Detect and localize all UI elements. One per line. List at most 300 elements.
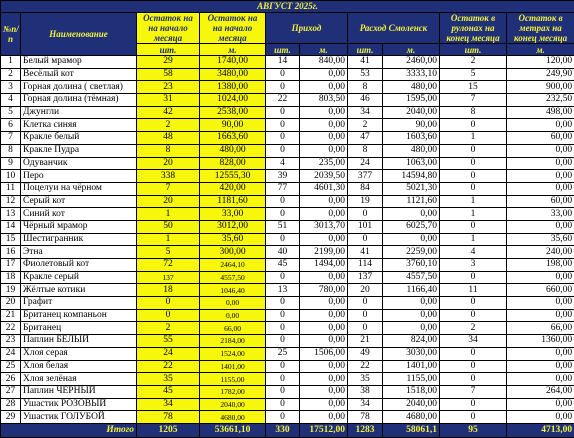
cell-name: Одуванчик [21,157,137,170]
cell-close-m: 0,00 [507,360,574,373]
cell-open-m: 33,00 [200,208,266,221]
cell-num: 17 [1,259,21,272]
cell-open-m: 3480,00 [200,68,266,81]
table-row [1,170,574,183]
cell-close-qty: 7 [440,385,507,398]
cell-inc-qty: 45 [266,259,300,272]
cell-inc-m: 1494,00 [300,259,348,272]
cell-num: 13 [1,208,21,221]
cell-close-qty: 3 [440,259,507,272]
cell-exp-qty: 38 [348,385,383,398]
header-close-qty: Остаток в рулонах на конец месяца [440,13,507,44]
cell-inc-m: 235,00 [300,157,348,170]
cell-exp-qty: 0 [348,233,383,246]
cell-exp-m: 2040,00 [383,106,440,119]
table-row [1,182,574,195]
cell-exp-qty: 49 [348,347,383,360]
cell-exp-m: 480,00 [383,81,440,94]
cell-close-qty: 0 [440,170,507,183]
cell-exp-m: 1401,00 [383,360,440,373]
table-row [1,56,574,69]
cell-exp-qty: 46 [348,94,383,107]
cell-num: 27 [1,385,21,398]
cell-inc-qty: 0 [266,119,300,132]
header-name: Наименование [21,13,137,56]
cell-name: Кракле Пудра [21,144,137,157]
cell-num: 8 [1,144,21,157]
cell-inc-m: 0,00 [300,385,348,398]
cell-open-qty: 50 [137,220,200,233]
table-row [1,259,574,272]
cell-close-qty: 2 [440,56,507,69]
cell-inc-qty: 25 [266,347,300,360]
cell-name: Кракле белый [21,132,137,145]
cell-close-m: 120,00 [507,56,574,69]
cell-open-qty: 20 [137,195,200,208]
unit-open-m: м. [200,44,266,56]
cell-inc-qty: 0 [266,233,300,246]
cell-open-qty: 45 [137,385,200,398]
table-row [1,398,574,411]
cell-close-qty: 7 [440,94,507,107]
cell-close-m: 0,00 [507,170,574,183]
unit-exp-qty: шт. [348,44,383,56]
cell-open-m: 1782,00 [200,385,266,398]
table-row [1,233,574,246]
cell-close-qty: 0 [440,373,507,386]
cell-close-qty: 2 [440,322,507,335]
cell-num: 2 [1,68,21,81]
cell-close-qty: 1 [440,132,507,145]
cell-inc-qty: 0 [266,322,300,335]
table-row [1,132,574,145]
cell-exp-qty: 0 [348,297,383,310]
cell-num: 15 [1,233,21,246]
cell-num: 18 [1,271,21,284]
cell-exp-qty: 20 [348,284,383,297]
cell-inc-qty: 13 [266,284,300,297]
cell-inc-m: 780,00 [300,284,348,297]
total-inc-qty: 330 [266,423,300,437]
cell-close-qty: 0 [440,119,507,132]
cell-name: Джунгли [21,106,137,119]
cell-open-m: 2538,00 [200,106,266,119]
cell-open-qty: 2 [137,322,200,335]
cell-inc-qty: 0 [266,360,300,373]
cell-exp-qty: 34 [348,106,383,119]
cell-close-qty: 34 [440,335,507,348]
cell-close-m: 0,00 [507,297,574,310]
header-expense: Расход Смоленск [348,13,440,44]
cell-inc-qty: 0 [266,385,300,398]
cell-close-qty: 4 [440,246,507,259]
sheet-title: АВГУСТ 2025г. [1,1,574,13]
cell-exp-qty: 41 [348,246,383,259]
cell-inc-m: 0,00 [300,309,348,322]
cell-close-qty: 1 [440,208,507,221]
cell-name: Перо [21,170,137,183]
cell-open-qty: 137 [137,271,200,284]
cell-exp-qty: 22 [348,360,383,373]
table-row [1,144,574,157]
cell-open-m: 90,00 [200,119,266,132]
cell-inc-m: 4601,30 [300,182,348,195]
cell-name: Этна [21,246,137,259]
cell-inc-m: 840,00 [300,56,348,69]
cell-open-qty: 2 [137,119,200,132]
table-body [1,56,574,424]
cell-open-m: 300,00 [200,246,266,259]
cell-name: Синий кот [21,208,137,221]
header-num: №п/п [1,13,21,56]
cell-inc-m: 1506,00 [300,347,348,360]
cell-inc-qty: 0 [266,398,300,411]
cell-num: 24 [1,347,21,360]
total-inc-m: 17512,00 [300,423,348,437]
cell-open-m: 66,00 [200,322,266,335]
cell-num: 21 [1,309,21,322]
cell-num: 5 [1,106,21,119]
cell-inc-m: 0,00 [300,81,348,94]
cell-close-qty: 15 [440,81,507,94]
cell-close-m: 33,00 [507,208,574,221]
cell-num: 11 [1,182,21,195]
table-row [1,246,574,259]
cell-close-qty: 0 [440,398,507,411]
cell-exp-m: 90,00 [383,119,440,132]
cell-open-m: 1740,00 [200,56,266,69]
cell-inc-m: 0,00 [300,208,348,221]
cell-exp-m: 5021,30 [383,182,440,195]
cell-open-qty: 20 [137,157,200,170]
cell-exp-m: 2040,00 [383,398,440,411]
cell-exp-m: 1603,60 [383,132,440,145]
cell-exp-m: 1155,00 [383,373,440,386]
cell-exp-qty: 114 [348,259,383,272]
cell-open-qty: 0 [137,309,200,322]
cell-open-qty: 338 [137,170,200,183]
cell-inc-m: 0,00 [300,195,348,208]
cell-exp-m: 480,00 [383,144,440,157]
cell-close-m: 0,00 [507,144,574,157]
cell-close-m: 0,00 [507,347,574,360]
cell-num: 1 [1,56,21,69]
table-row [1,284,574,297]
cell-exp-qty: 0 [348,208,383,221]
cell-open-m: 1181,60 [200,195,266,208]
cell-open-qty: 5 [137,246,200,259]
cell-inc-m: 0,00 [300,335,348,348]
cell-close-qty: 0 [440,271,507,284]
cell-open-m: 828,00 [200,157,266,170]
cell-exp-qty: 21 [348,335,383,348]
cell-inc-m: 0,00 [300,398,348,411]
cell-exp-qty: 24 [348,157,383,170]
cell-open-qty: 72 [137,259,200,272]
cell-name: Британец компаньон [21,309,137,322]
cell-open-m: 1663,60 [200,132,266,145]
cell-exp-m: 2460,00 [383,56,440,69]
cell-exp-m: 1121,60 [383,195,440,208]
cell-num: 22 [1,322,21,335]
cell-close-m: 0,00 [507,220,574,233]
cell-exp-m: 4557,50 [383,271,440,284]
cell-exp-qty: 34 [348,398,383,411]
cell-close-qty: 0 [440,144,507,157]
unit-close-qty: шт. [440,44,507,56]
cell-num: 14 [1,220,21,233]
cell-close-m: 0,00 [507,411,574,424]
cell-name: Жёлтые котики [21,284,137,297]
table-row [1,81,574,94]
cell-open-m: 1524,00 [200,347,266,360]
cell-open-qty: 0 [137,297,200,310]
cell-close-qty: 0 [440,157,507,170]
cell-open-qty: 34 [137,398,200,411]
cell-inc-qty: 0 [266,208,300,221]
total-row [1,423,574,437]
cell-inc-qty: 0 [266,68,300,81]
cell-exp-qty: 377 [348,170,383,183]
cell-close-qty: 8 [440,106,507,119]
cell-close-m: 660,00 [507,284,574,297]
cell-close-m: 240,00 [507,246,574,259]
table-row [1,220,574,233]
cell-open-qty: 55 [137,335,200,348]
cell-close-m: 0,00 [507,182,574,195]
cell-num: 29 [1,411,21,424]
cell-name: Белый мрамор [21,56,137,69]
cell-exp-m: 1518,00 [383,385,440,398]
cell-exp-qty: 0 [348,322,383,335]
cell-close-qty: 5 [440,68,507,81]
cell-name: Ушастик РОЗОВЫЙ [21,398,137,411]
cell-close-m: 0,00 [507,309,574,322]
cell-inc-m: 0,00 [300,360,348,373]
cell-num: 23 [1,335,21,348]
header-income: Приход [266,13,348,44]
table-row [1,411,574,424]
cell-open-qty: 24 [137,347,200,360]
cell-close-qty: 0 [440,411,507,424]
cell-inc-qty: 0 [266,297,300,310]
cell-name: Ушастик ГОЛУБОЙ [21,411,137,424]
cell-open-qty: 22 [137,360,200,373]
cell-exp-qty: 47 [348,132,383,145]
cell-inc-m: 0,00 [300,119,348,132]
unit-close-m: м. [507,44,574,56]
cell-open-m: 0,00 [200,297,266,310]
cell-exp-qty: 78 [348,411,383,424]
table-row [1,297,574,310]
cell-close-qty: 0 [440,182,507,195]
cell-name: Хлоя серая [21,347,137,360]
cell-inc-qty: 0 [266,309,300,322]
cell-num: 10 [1,170,21,183]
cell-inc-m: 2199,00 [300,246,348,259]
cell-num: 6 [1,119,21,132]
cell-exp-m: 3333,10 [383,68,440,81]
cell-exp-m: 824,00 [383,335,440,348]
table-row [1,385,574,398]
cell-open-m: 1046,40 [200,284,266,297]
unit-inc-qty: шт. [266,44,300,56]
cell-close-qty: 0 [440,297,507,310]
cell-inc-qty: 40 [266,246,300,259]
cell-inc-m: 3013,70 [300,220,348,233]
cell-open-m: 4680,00 [200,411,266,424]
cell-inc-m: 0,00 [300,271,348,284]
cell-open-qty: 18 [137,284,200,297]
cell-close-qty: 0 [440,309,507,322]
cell-open-m: 3012,00 [200,220,266,233]
cell-name: Горная долина (тёмная) [21,94,137,107]
cell-num: 12 [1,195,21,208]
cell-exp-qty: 35 [348,373,383,386]
cell-name: Серый кот [21,195,137,208]
cell-exp-m: 0,00 [383,208,440,221]
cell-open-m: 2184,00 [200,335,266,348]
cell-close-qty: 1 [440,195,507,208]
table-row [1,157,574,170]
cell-open-m: 420,00 [200,182,266,195]
cell-open-m: 1155,00 [200,373,266,386]
cell-name: Поцелуи на чёрном [21,182,137,195]
cell-name: Весёлый кот [21,68,137,81]
cell-open-m: 1380,00 [200,81,266,94]
cell-exp-m: 6025,70 [383,220,440,233]
cell-open-m: 1024,00 [200,94,266,107]
cell-close-m: 0,00 [507,373,574,386]
cell-inc-qty: 0 [266,81,300,94]
table-row [1,208,574,221]
cell-close-m: 0,00 [507,271,574,284]
cell-name: Британец [21,322,137,335]
cell-inc-m: 0,00 [300,68,348,81]
cell-inc-m: 0,00 [300,411,348,424]
cell-exp-qty: 84 [348,182,383,195]
cell-open-qty: 1 [137,208,200,221]
cell-exp-m: 0,00 [383,322,440,335]
cell-close-qty: 11 [440,284,507,297]
cell-close-qty: 0 [440,347,507,360]
table-row [1,360,574,373]
cell-inc-qty: 22 [266,94,300,107]
table-row [1,94,574,107]
cell-name: Хлоя белая [21,360,137,373]
total-close-m: 4713,00 [507,423,574,437]
cell-inc-qty: 0 [266,411,300,424]
cell-open-qty: 78 [137,411,200,424]
cell-inc-m: 2039,50 [300,170,348,183]
cell-open-m: 2040,00 [200,398,266,411]
cell-inc-m: 0,00 [300,132,348,145]
cell-close-m: 66,00 [507,322,574,335]
table-row [1,68,574,81]
table-row [1,195,574,208]
cell-exp-m: 1166,40 [383,284,440,297]
cell-close-m: 60,00 [507,195,574,208]
cell-inc-qty: 51 [266,220,300,233]
table-row [1,271,574,284]
cell-exp-m: 3030,00 [383,347,440,360]
cell-num: 7 [1,132,21,145]
cell-num: 9 [1,157,21,170]
cell-inc-qty: 0 [266,106,300,119]
cell-exp-qty: 8 [348,81,383,94]
cell-name: Паплин ЧЁРНЫЙ [21,385,137,398]
cell-close-m: 60,00 [507,132,574,145]
cell-inc-qty: 0 [266,132,300,145]
cell-open-m: 1401,00 [200,360,266,373]
cell-name: Фиолетовый кот [21,259,137,272]
cell-close-m: 0,00 [507,157,574,170]
table-row [1,373,574,386]
cell-exp-qty: 8 [348,144,383,157]
total-exp-qty: 1283 [348,423,383,437]
cell-name: Графит [21,297,137,310]
cell-open-m: 2464,10 [200,259,266,272]
cell-close-m: 198,00 [507,259,574,272]
cell-close-m: 0,00 [507,119,574,132]
cell-close-m: 498,00 [507,106,574,119]
cell-exp-qty: 137 [348,271,383,284]
cell-exp-qty: 19 [348,195,383,208]
cell-close-m: 900,00 [507,81,574,94]
cell-inc-m: 0,00 [300,373,348,386]
table-row [1,322,574,335]
total-close-qty: 95 [440,423,507,437]
cell-num: 3 [1,81,21,94]
table-row [1,119,574,132]
cell-open-m: 0,00 [200,309,266,322]
cell-exp-m: 1063,00 [383,157,440,170]
cell-name: Чёрный мрамор [21,220,137,233]
cell-name: Паплин БЕЛЫЙ [21,335,137,348]
cell-exp-m: 2259,00 [383,246,440,259]
cell-inc-qty: 0 [266,144,300,157]
cell-inc-m: 0,00 [300,106,348,119]
cell-inc-m: 803,50 [300,94,348,107]
cell-open-qty: 58 [137,68,200,81]
header-close-m: Остаток в метрах на конец месяца [507,13,574,44]
unit-exp-m: м. [383,44,440,56]
unit-open-qty: шт. [137,44,200,56]
cell-open-qty: 1 [137,233,200,246]
cell-close-m: 35,60 [507,233,574,246]
cell-open-qty: 23 [137,81,200,94]
cell-exp-m: 0,00 [383,233,440,246]
cell-num: 19 [1,284,21,297]
cell-exp-m: 0,00 [383,297,440,310]
cell-close-m: 232,50 [507,94,574,107]
cell-close-m: 249,90 [507,68,574,81]
cell-exp-m: 14594,80 [383,170,440,183]
cell-inc-m: 0,00 [300,322,348,335]
cell-inc-m: 0,00 [300,144,348,157]
table-row [1,309,574,322]
cell-open-qty: 29 [137,56,200,69]
cell-open-qty: 8 [137,144,200,157]
cell-name: Кракле серый [21,271,137,284]
cell-close-m: 1360,00 [507,335,574,348]
cell-inc-qty: 0 [266,335,300,348]
table-row [1,347,574,360]
cell-num: 28 [1,398,21,411]
cell-exp-qty: 0 [348,309,383,322]
cell-num: 4 [1,94,21,107]
cell-open-m: 35,60 [200,233,266,246]
